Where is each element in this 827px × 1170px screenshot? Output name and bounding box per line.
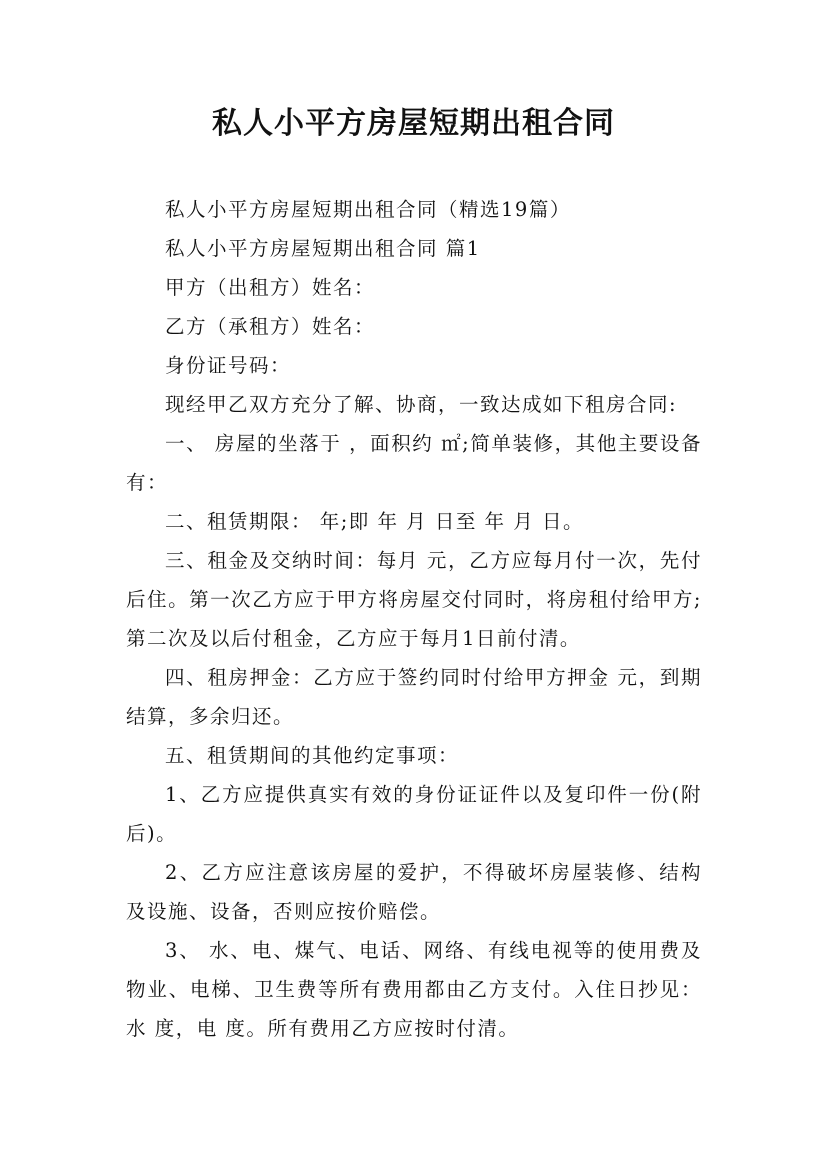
paragraph-clause-2: 二、租赁期限： 年;即 年 月 日至 年 月 日。 bbox=[165, 510, 584, 533]
paragraph-agreement-intro: 现经甲乙双方充分了解、协商，一致达成如下租房合同: bbox=[165, 393, 678, 416]
paragraph-clause-5: 五、租赁期间的其他约定事项： bbox=[165, 744, 460, 767]
paragraph-item-2: 2、乙方应注意该房屋的爱护，不得破坏房屋装修、结构及设施、设备，否则应按价赔偿。 bbox=[126, 861, 702, 923]
paragraph-id-number: 身份证号码： bbox=[165, 354, 292, 377]
paragraph-section-heading: 私人小平方房屋短期出租合同 篇1 bbox=[165, 237, 481, 260]
paragraph-clause-3: 三、租金及交纳时间：每月 元，乙方应每月付一次，先付后住。第一次乙方应于甲方将房屋交付同时，将房租付给甲方;第二次及以后付租金，乙方应于每月1日前付清。 bbox=[126, 549, 702, 650]
paragraph-party-b: 乙方（承租方）姓名： bbox=[165, 315, 376, 338]
paragraph-item-3: 3、 水、电、煤气、电话、网络、有线电视等的使用费及物业、电梯、卫生费等所有费用都由乙方支付。入住日抄见：水 度，电 度。所有费用乙方应按时付清。 bbox=[126, 939, 702, 1040]
document-title: 私人小平方房屋短期出租合同 bbox=[212, 106, 615, 141]
document-body bbox=[126, 190, 702, 1048]
paragraph-clause-4: 四、租房押金：乙方应于签约同时付给甲方押金 元，到期结算，多余归还。 bbox=[126, 666, 702, 728]
paragraph-item-1: 1、乙方应提供真实有效的身份证证件以及复印件一份(附后)。 bbox=[126, 783, 702, 845]
paragraph-clause-1: 一、 房屋的坐落于 ，面积约 ㎡;简单装修，其他主要设备有： bbox=[126, 432, 702, 494]
paragraph-subtitle: 私人小平方房屋短期出租合同（精选19篇） bbox=[165, 198, 571, 221]
paragraph-party-a: 甲方（出租方）姓名： bbox=[165, 276, 376, 299]
